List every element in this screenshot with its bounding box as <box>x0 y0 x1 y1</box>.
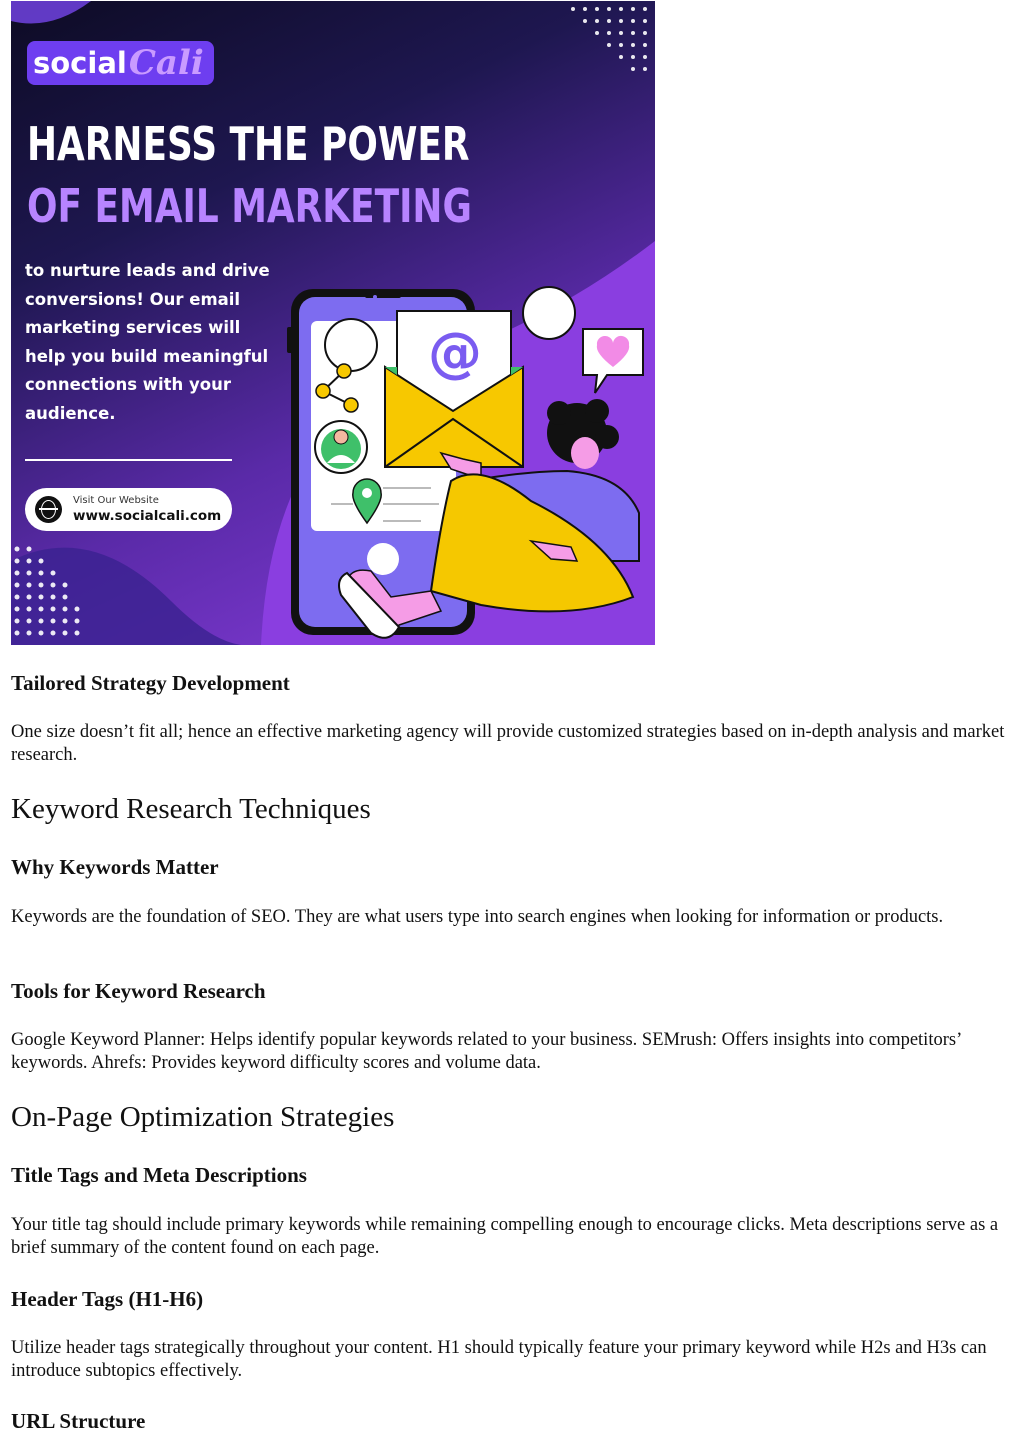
dot-pattern-top <box>571 7 647 71</box>
visit-website-pill <box>25 488 232 531</box>
socialcali-logo <box>27 41 214 85</box>
heading-tailored-strategy: Tailored Strategy Development <box>11 671 290 695</box>
visit-website-label: Visit Our Website <box>73 495 159 506</box>
banner-divider <box>25 459 232 461</box>
visit-website-url: www.socialcali.com <box>73 508 222 524</box>
paragraph-title-tags: Your title tag should include primary keywords while remaining compelling enough to encourage clicks. Meta descriptions serve as a brief summary of the content found on each page. <box>11 1215 999 1258</box>
paragraph-tailored-strategy: One size doesn’t fit all; hence an effective marketing agency will provide customized strategies based on in-depth analysis and market research. <box>11 722 1005 765</box>
logo-social-text: social <box>33 46 127 80</box>
logo-box <box>27 41 214 85</box>
at-sign-icon: @ <box>428 321 482 384</box>
heading-on-page-optimization: On-Page Optimization Strategies <box>11 1101 395 1133</box>
email-marketing-banner <box>11 1 655 645</box>
logo-cali-text: Cali <box>128 43 204 83</box>
banner-headline-line2: OF EMAIL MARKETING <box>27 179 472 233</box>
banner-headline-line1: HARNESS THE POWER <box>27 117 470 171</box>
paragraph-tools-keyword: Google Keyword Planner: Helps identify popular keywords related to your business. SEMrush: Offers insights into competitors’ keywords. Ahrefs: Provides keyword difficulty scores and volume data. <box>11 1030 961 1073</box>
heading-why-keywords: Why Keywords Matter <box>11 855 219 879</box>
heading-keyword-research: Keyword Research Techniques <box>11 793 371 825</box>
heading-header-tags: Header Tags (H1-H6) <box>11 1287 204 1311</box>
heading-url-structure: URL Structure <box>11 1409 146 1433</box>
heading-title-tags: Title Tags and Meta Descriptions <box>11 1163 307 1187</box>
heading-tools-keyword: Tools for Keyword Research <box>11 979 266 1003</box>
paragraph-header-tags: Utilize header tags strategically throughout your content. H1 should typically feature your primary keyword while H2s and H3s can introduce subtopics effectively. <box>11 1338 987 1381</box>
globe-icon <box>35 496 62 523</box>
person-avatar-icon <box>315 421 367 473</box>
paragraph-why-keywords: Keywords are the foundation of SEO. They are what users type into search engines when looking for information or products. <box>11 907 944 927</box>
banner-blurb: to nurture leads and drive conversions! Our email marketing services will help you build meaningful connections with your audience. <box>25 261 270 423</box>
